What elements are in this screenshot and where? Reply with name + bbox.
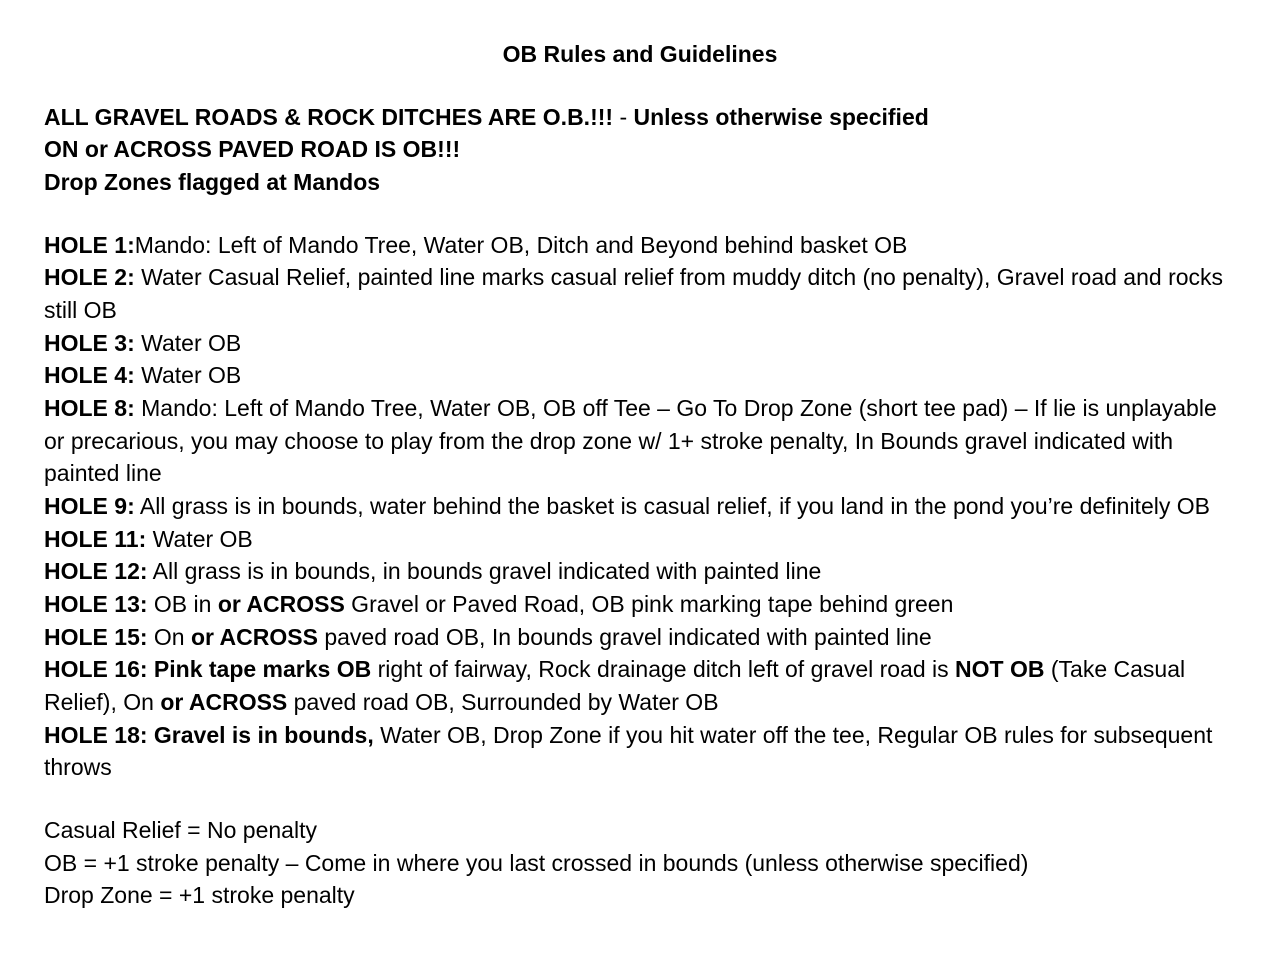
intro-1-tail: Unless otherwise specified bbox=[633, 103, 929, 130]
rule-text: Water Casual Relief, painted line marks casual relief from muddy ditch (no penalty), Gravel road and rocks still OB bbox=[44, 264, 1224, 324]
rule-hole-11 bbox=[44, 523, 1236, 556]
rule-text-2: Gravel or Paved Road, OB pink marking tape behind green bbox=[344, 590, 954, 617]
rule-bold-1: or ACROSS bbox=[217, 590, 345, 617]
rule-text: All grass is in bounds, in bounds gravel indicated with painted line bbox=[147, 558, 822, 585]
rule-label: HOLE 13: bbox=[44, 590, 148, 617]
intro-spacer bbox=[44, 199, 1236, 229]
rule-hole-13 bbox=[44, 588, 1236, 621]
rule-text: Water OB bbox=[146, 525, 253, 552]
intro-1-sep: - bbox=[613, 103, 634, 130]
rule-hole-15 bbox=[44, 621, 1236, 654]
rule-text: Water OB, Drop Zone if you hit water off the tee, Regular OB rules for subsequent throws bbox=[44, 721, 1213, 781]
rule-text: All grass is in bounds, water behind the basket is casual relief, if you land in the pond you’re definitely OB bbox=[134, 492, 1210, 519]
rule-label: HOLE 3: bbox=[44, 329, 135, 356]
rule-label: HOLE 18: Gravel is in bounds, bbox=[44, 721, 374, 748]
rule-text-2: paved road OB, In bounds gravel indicated with painted line bbox=[317, 623, 932, 650]
footer-spacer bbox=[44, 784, 1236, 814]
intro-line-2 bbox=[44, 133, 1236, 166]
rule-text-2: (Take Casual Relief), On bbox=[44, 656, 1186, 715]
rule-label: HOLE 16: Pink tape marks OB bbox=[44, 656, 372, 683]
intro-2-bold: ON or ACROSS PAVED ROAD IS OB!!! bbox=[44, 136, 461, 163]
rule-text-1: OB in bbox=[147, 590, 218, 617]
rule-hole-2 bbox=[44, 261, 1236, 326]
rule-hole-18 bbox=[44, 719, 1236, 784]
rule-text-3: paved road OB, Surrounded by Water OB bbox=[287, 688, 719, 715]
title-spacer bbox=[44, 69, 1236, 101]
rule-text: Water OB bbox=[134, 329, 242, 356]
legend-casual-relief: Casual Relief = No penalty bbox=[44, 816, 317, 843]
rule-bold-2: or ACROSS bbox=[160, 688, 288, 715]
rule-hole-9 bbox=[44, 490, 1236, 523]
legend-ob: OB = +1 stroke penalty – Come in where you last crossed in bounds (unless otherwise specified) bbox=[44, 849, 1029, 876]
rules-list bbox=[44, 229, 1236, 784]
rule-hole-8 bbox=[44, 392, 1236, 490]
intro-line-3 bbox=[44, 166, 1236, 199]
rule-text: Mando: Left of Mando Tree, Water OB, OB off Tee – Go To Drop Zone (short tee pad) – If lie is unplayable or precarious, you may choose to play from the drop zone w/ 1+ stroke penalty, In Bounds gravel indicated with painted line bbox=[44, 395, 1217, 487]
rule-text-1: On bbox=[147, 623, 191, 650]
rule-text-1: right of fairway, Rock drainage ditch left of gravel road is bbox=[371, 656, 956, 683]
intro-block bbox=[44, 101, 1236, 199]
page-title: OB Rules and Guidelines bbox=[502, 41, 778, 67]
rule-label: HOLE 15: bbox=[44, 623, 148, 650]
intro-line-1 bbox=[44, 101, 1236, 134]
legend-drop-zone: Drop Zone = +1 stroke penalty bbox=[44, 882, 355, 909]
rule-label: HOLE 11: bbox=[44, 525, 147, 552]
rule-label: HOLE 12: bbox=[44, 558, 148, 585]
rule-label: HOLE 2: bbox=[44, 264, 135, 291]
intro-3-bold: Drop Zones flagged at Mandos bbox=[44, 169, 381, 196]
rule-bold-1: or ACROSS bbox=[191, 623, 318, 650]
rule-hole-4 bbox=[44, 359, 1236, 392]
rule-text: Mando: Left of Mando Tree, Water OB, Ditch and Beyond behind basket OB bbox=[134, 231, 908, 258]
rule-hole-16 bbox=[44, 653, 1236, 718]
rule-hole-12 bbox=[44, 555, 1236, 588]
rule-label: HOLE 8: bbox=[44, 395, 135, 421]
penalty-legend bbox=[44, 814, 1236, 912]
rule-label: HOLE 4: bbox=[44, 362, 135, 389]
rule-bold-1: NOT OB bbox=[955, 656, 1045, 683]
rule-hole-3 bbox=[44, 327, 1236, 360]
rule-text: Water OB bbox=[134, 362, 242, 389]
rule-hole-1 bbox=[44, 229, 1236, 262]
rule-label: HOLE 1: bbox=[44, 231, 135, 258]
rule-label: HOLE 9: bbox=[44, 492, 135, 519]
intro-1-bold: ALL GRAVEL ROADS & ROCK DITCHES ARE O.B.!!! bbox=[44, 103, 614, 130]
